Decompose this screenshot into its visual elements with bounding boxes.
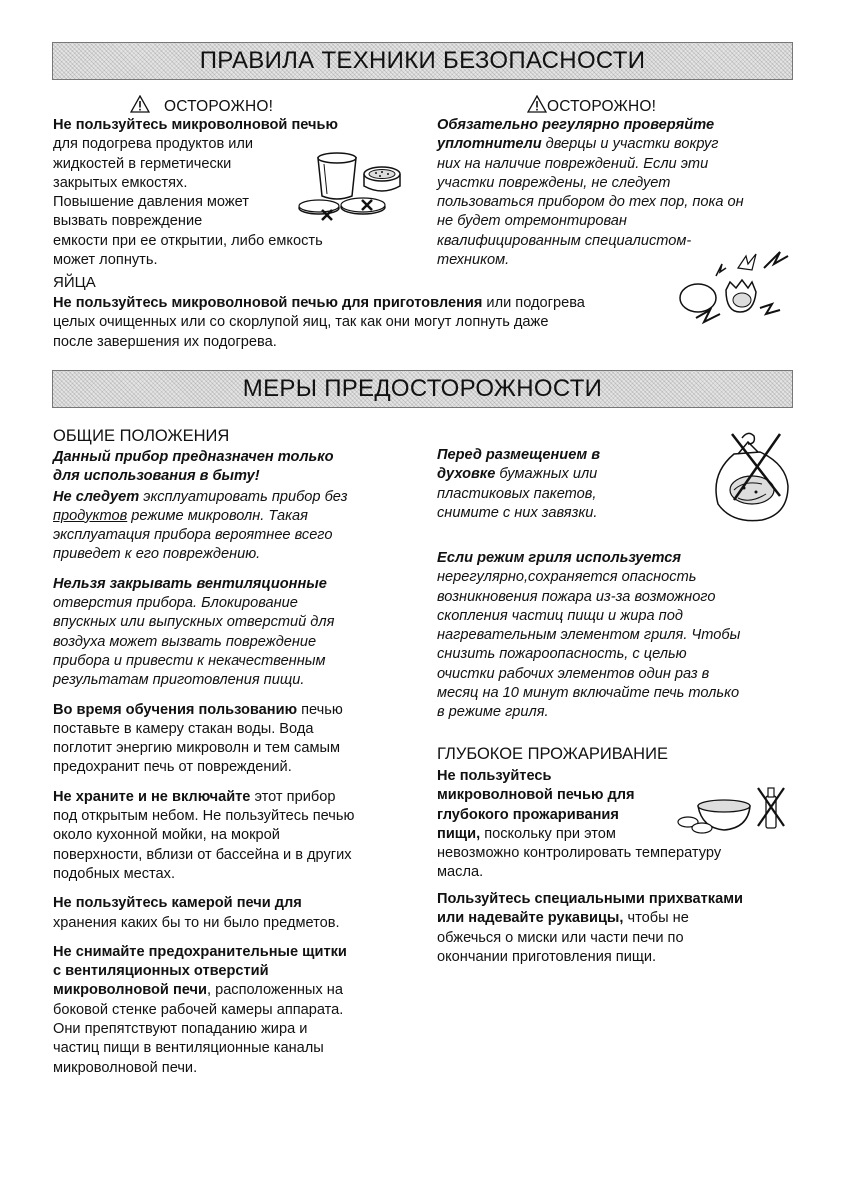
text-line: обжечься о миски или части печи по (437, 929, 684, 946)
text-line: снимите с них завязки. (437, 504, 598, 521)
general-provisions-column (53, 448, 403, 1078)
text-span: эксплуатировать прибор без (139, 488, 348, 505)
precautions-banner (52, 370, 793, 408)
text-line: скопления частиц пищи и жира под (437, 607, 683, 624)
text-line: Они препятствуют попаданию жира и (53, 1021, 308, 1038)
text-line: воздуха может вызвать повреждение (53, 633, 317, 650)
text-line: нерегулярно,сохраняется опасность (437, 569, 697, 586)
eggs-title: ЯЙЦА (53, 274, 96, 291)
text-line: Данный прибор предназначен только (53, 449, 334, 465)
text-line: около кухонной мойки, на мокрой (53, 827, 280, 844)
text-line: в режиме гриля. (437, 704, 549, 721)
text-line: нагревательным элементом гриля. Чтобы (437, 627, 741, 644)
text-line: возникновения пожара из-за возможного (437, 588, 716, 605)
no-empty-operation-paragraph (53, 488, 403, 565)
oven-gloves-paragraph (437, 890, 807, 967)
text-line: боковой стенке рабочей камеры аппарата. (53, 1001, 344, 1018)
sealed-containers-illustration (296, 150, 418, 230)
text-line: очистки рабочих элементов один раз в (437, 665, 710, 682)
text-span: поскольку при этом (480, 825, 616, 842)
text-line: не будет отремонтирован (437, 213, 627, 230)
text-bold: пищи, (437, 825, 481, 842)
text-line: них на наличие повреждений. Если эти (437, 155, 709, 172)
text-line: подобных местах. (53, 865, 176, 882)
text-line: Повышение давления может (53, 194, 249, 211)
text-bold: Не следует (53, 488, 140, 505)
text-bold: Если режим гриля используется (437, 550, 681, 566)
eggs-section-title (53, 273, 693, 292)
text-bold: Не пользуйтесь микроволновой печью для приготовления (53, 295, 483, 311)
no-storage-paragraph (53, 894, 403, 933)
warning-triangle-icon (527, 95, 547, 113)
text-line: целых очищенных или со скорлупой яиц, так как они могут лопнуть даже (53, 314, 549, 331)
text-span: бумажных или (495, 466, 598, 483)
text-line: снизить пожароопасность, с целью (437, 646, 687, 663)
training-paragraph (53, 701, 403, 778)
text-line: масла. (437, 864, 484, 881)
text-line: для подогрева продуктов или (53, 136, 254, 153)
text-span: или подогрева (482, 295, 585, 311)
text-line: результатам приготовления пищи. (53, 672, 305, 689)
text-line: может лопнуть. (53, 252, 158, 269)
text-line: Не пользуйтесь микроволновой печью (53, 117, 338, 133)
text-bold: или надевайте рукавицы, (437, 910, 624, 927)
text-line: окончании приготовления пищи. (437, 948, 657, 965)
text-line: отверстия прибора. Блокирование (53, 595, 298, 612)
text-span: режиме микроволн. Такая (127, 507, 308, 524)
text-bold: микроволновой печи (53, 982, 207, 999)
left-warning-header (130, 95, 273, 116)
text-span: печью (297, 701, 343, 718)
text-line: техником. (437, 252, 510, 269)
text-line: участки повреждены, не следует (437, 174, 671, 191)
text-line: поверхности, вблизи от бассейна и в других (53, 846, 352, 863)
bags-paragraph (437, 446, 707, 523)
text-line: микроволновой печи. (53, 1059, 198, 1076)
text-line: эксплуатация прибора вероятнее всего (53, 527, 333, 544)
text-line: приведет к его повреждению. (53, 546, 261, 563)
text-span: , расположенных на (206, 982, 343, 999)
exploding-eggs-illustration (676, 246, 792, 328)
text-bold: Не пользуйтесь камерой печи для (53, 895, 302, 912)
text-line: квалифицированным специалистом- (437, 232, 692, 249)
text-bold: Не пользуйтесь (437, 768, 552, 784)
general-provisions-title: ОБЩИЕ ПОЛОЖЕНИЯ (53, 427, 230, 445)
storage-location-paragraph (53, 788, 403, 884)
safety-rules-title: ПРАВИЛА ТЕХНИКИ БЕЗОПАСНОСТИ (199, 47, 646, 74)
text-bold: Не снимайте предохранительные щитки (53, 943, 347, 960)
text-line: для использования в быту! (53, 468, 260, 485)
right-warning-header (527, 95, 656, 116)
text-line: под открытым небом. Не пользуйтесь печью (53, 808, 355, 825)
text-bold: Во время обучения пользованию (53, 701, 298, 718)
text-span: дверцы и участки вокруг (541, 136, 719, 153)
text-line: пользоваться прибором до тех пор, пока он (437, 194, 744, 211)
left-warning-label: ОСТОРОЖНО! (164, 98, 274, 115)
text-line: месяц на 10 минут включайте печь только (437, 685, 740, 702)
text-span: этот прибор (250, 788, 336, 805)
text-bold: Обязательно регулярно проверяйте (437, 117, 715, 133)
deep-frying-title: ГЛУБОКОЕ ПРОЖАРИВАНИЕ (437, 745, 668, 763)
text-bold: Перед размещением в (437, 447, 601, 463)
right-warning-label: ОСТОРОЖНО! (547, 98, 657, 115)
text-line: прибора и привести к некачественным (53, 652, 326, 669)
text-line: частиц пищи в вентиляционные каналы (53, 1040, 324, 1057)
text-bold: Нельзя закрывать вентиляционные (53, 575, 327, 592)
text-bold: уплотнители (437, 136, 542, 153)
text-bold: глубокого прожаривания (437, 806, 619, 823)
text-bold: Пользуйтесь специальными прихватками (437, 891, 743, 907)
text-bold: Не храните и не включайте (53, 788, 251, 805)
text-line: хранения каких бы то ни было предметов. (53, 914, 340, 931)
text-line: закрытых емкостях. (53, 174, 188, 191)
text-bold: микроволновой печью для (437, 787, 635, 804)
text-line: поставьте в камеру стакан воды. Вода (53, 720, 314, 737)
text-bold: с вентиляционных отверстий (53, 963, 269, 980)
text-line: после завершения их подогрева. (53, 333, 277, 350)
tied-bag-illustration (704, 424, 796, 528)
text-line: предохранит печь от повреждений. (53, 759, 292, 776)
deep-frying-illustration (676, 782, 788, 838)
grill-fire-paragraph (437, 549, 797, 723)
text-line: пластиковых пакетов, (437, 485, 597, 502)
text-span: чтобы не (623, 910, 689, 927)
text-line: невозможно контролировать температуру (437, 845, 722, 862)
text-bold: духовке (437, 466, 496, 483)
text-underline: продуктов (53, 507, 128, 524)
text-line: впускных или выпускных отверстий для (53, 614, 335, 631)
text-line: вызвать повреждение (53, 213, 203, 230)
eggs-warning (53, 294, 693, 352)
text-line: поглотит энергию микроволн и тем самым (53, 740, 341, 757)
household-use-paragraph (53, 448, 403, 487)
shields-paragraph (53, 943, 403, 1078)
text-line: жидкостей в герметически (53, 155, 232, 172)
ventilation-paragraph (53, 575, 403, 691)
safety-rules-banner (52, 42, 793, 80)
precautions-title: МЕРЫ ПРЕДОСТОРОЖНОСТИ (242, 375, 603, 402)
warning-triangle-icon (130, 95, 150, 113)
text-line: емкости при ее открытии, либо емкость (53, 232, 323, 249)
